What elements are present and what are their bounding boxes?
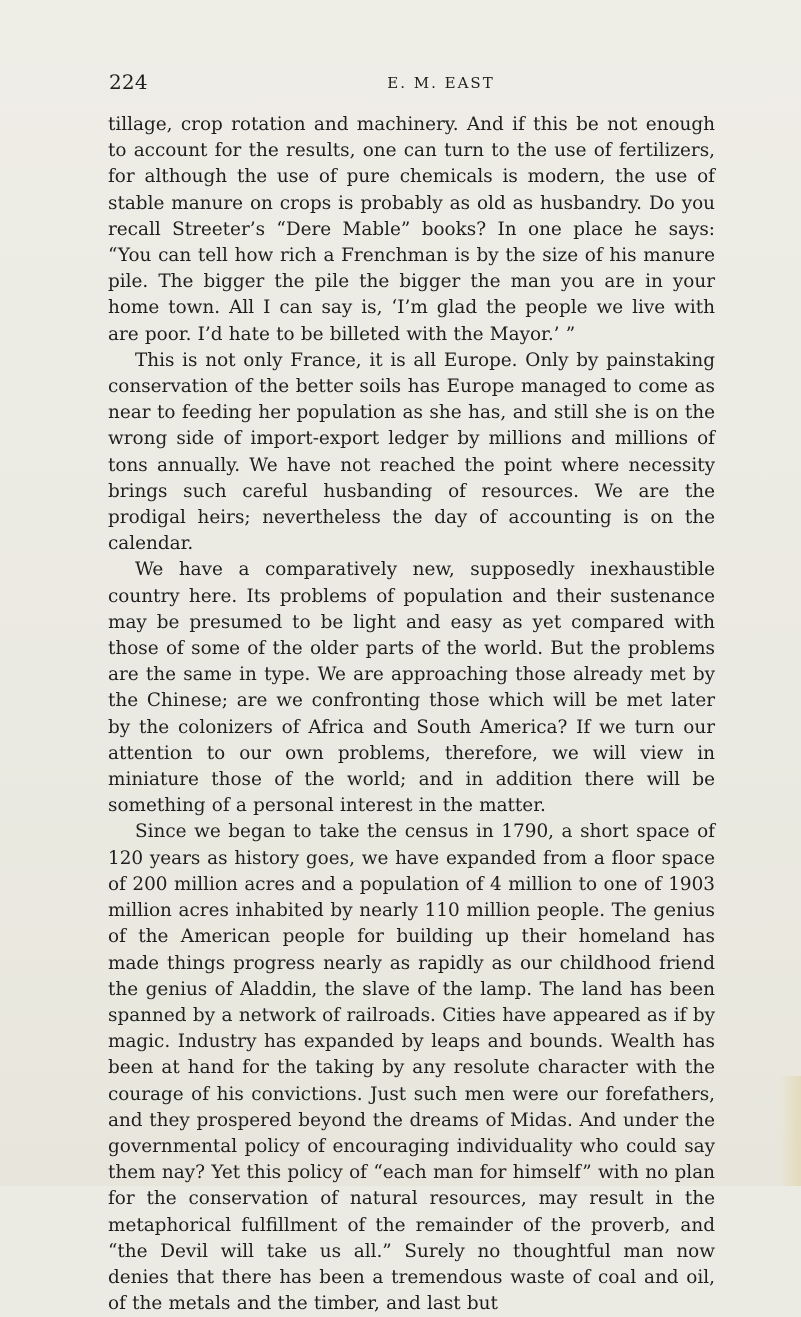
- page-number: 224: [109, 70, 148, 94]
- paragraph: Since we began to take the census in 1790, a short space of 120 years as history goes, we have expanded from a floor space of 200 million acres and a population of 4 million to one of 1903 million acres inhabited by nearly 110 million people. The genius of the American people for building up their homeland has made things progress nearly as rapidly as our childhood friend the genius of Aladdin, the slave of the lamp. The land has been spanned by a network of railroads. Cities have appeared as if by magic. Industry has expanded by leaps and bounds. Wealth has been at hand for the taking by any resolute character with the courage of his convictions. Just such men were our forefathers, and they prospered beyond the dreams of Midas. And under the governmental policy of encouraging individuality who could say them nay? Yet this policy of “each man for himself” with no plan for the conservation of natural resources, may result in the metaphorical fulfillment of the remainder of the proverb, and “the Devil will take us all.” Surely no thoughtful man now denies that there has been a tremendous waste of coal and oil, of the metals and the timber, and last but: [108, 821, 715, 1315]
- paragraph-continued: tillage, crop rotation and machinery. And if this be not enough to account for the results, one can turn to the use of fertilizers, for although the use of pure chemicals is modern, the use of stable manure on crops is probably as old as husbandry. Do you recall Streeter’s “Dere Mable” books? In one place he says: “You can tell how rich a Frenchman is by the size of his manure pile. The bigger the pile the bigger the man you are in your home town. All I can say is, ‘I’m glad the people we live with are poor. I’d hate to be billeted with the Mayor.’ ”: [108, 114, 715, 345]
- running-head: E. M. EAST: [387, 74, 495, 92]
- paper-edge-stain: [779, 1076, 801, 1186]
- body-text: [108, 112, 715, 1317]
- page-header: [109, 70, 715, 100]
- paragraph: This is not only France, it is all Europe. Only by painstaking conservation of the better soils has Europe managed to come as near to feeding her population as she has, and still she is on the wrong side of import-export ledger by millions and millions of tons annually. We have not reached the point where necessity brings such careful husbanding of resources. We are the prodigal heirs; nevertheless the day of accounting is on the calendar.: [108, 349, 715, 555]
- paragraph: We have a comparatively new, supposedly inexhaustible country here. Its problems of population and their sustenance may be presumed to be light and easy as yet compared with those of some of the older parts of the world. But the problems are the same in type. We are approaching those already met by the Chinese; are we confronting those which will be met later by the colonizers of Africa and South America? If we turn our attention to our own problems, therefore, we will view in miniature those of the world; and in addition there will be something of a personal interest in the matter.: [108, 559, 715, 817]
